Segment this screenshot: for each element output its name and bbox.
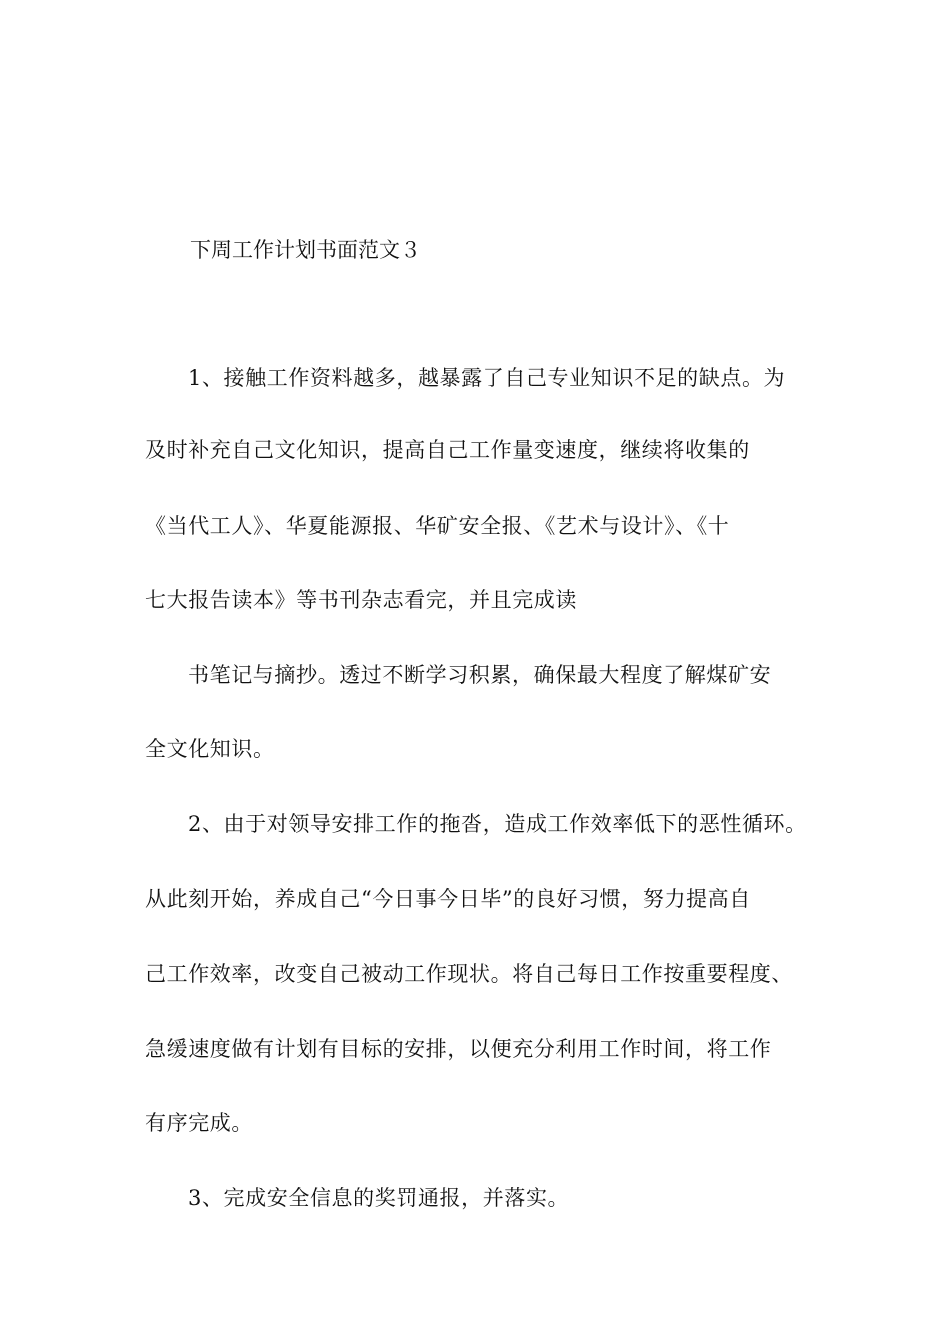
- document-title: 下周工作计划书面范文３: [190, 238, 421, 262]
- paragraph-line: 3、完成安全信息的奖罚通报，并落实。: [188, 1186, 570, 1210]
- paragraph-line: 己工作效率，改变自己被动工作现状。将自己每日工作按重要程度、: [145, 962, 793, 986]
- paragraph-line: 有序完成。: [145, 1111, 253, 1135]
- paragraph-line: 从此刻开始，养成自己“今日事今日毕”的良好习惯，努力提高自: [145, 887, 751, 911]
- paragraph-line: 2、由于对领导安排工作的拖沓，造成工作效率低下的恶性循环。: [188, 812, 807, 836]
- paragraph-line: 1、接触工作资料越多，越暴露了自己专业知识不足的缺点。为: [188, 366, 786, 390]
- paragraph-line: 书笔记与摘抄。透过不断学习积累，确保最大程度了解煤矿安: [188, 663, 772, 687]
- paragraph-line: 及时补充自己文化知识，提高自己工作量变速度，继续将收集的: [145, 438, 750, 462]
- paragraph-line: 全文化知识。: [145, 737, 275, 761]
- paragraph-line: 急缓速度做有计划有目标的安排，以便充分利用工作时间，将工作: [145, 1037, 772, 1061]
- paragraph-line: 《当代工人》、华夏能源报、华矿安全报、《艺术与设计》、《十: [145, 514, 730, 538]
- paragraph-line: 七大报告读本》等书刊杂志看完，并且完成读: [145, 588, 577, 612]
